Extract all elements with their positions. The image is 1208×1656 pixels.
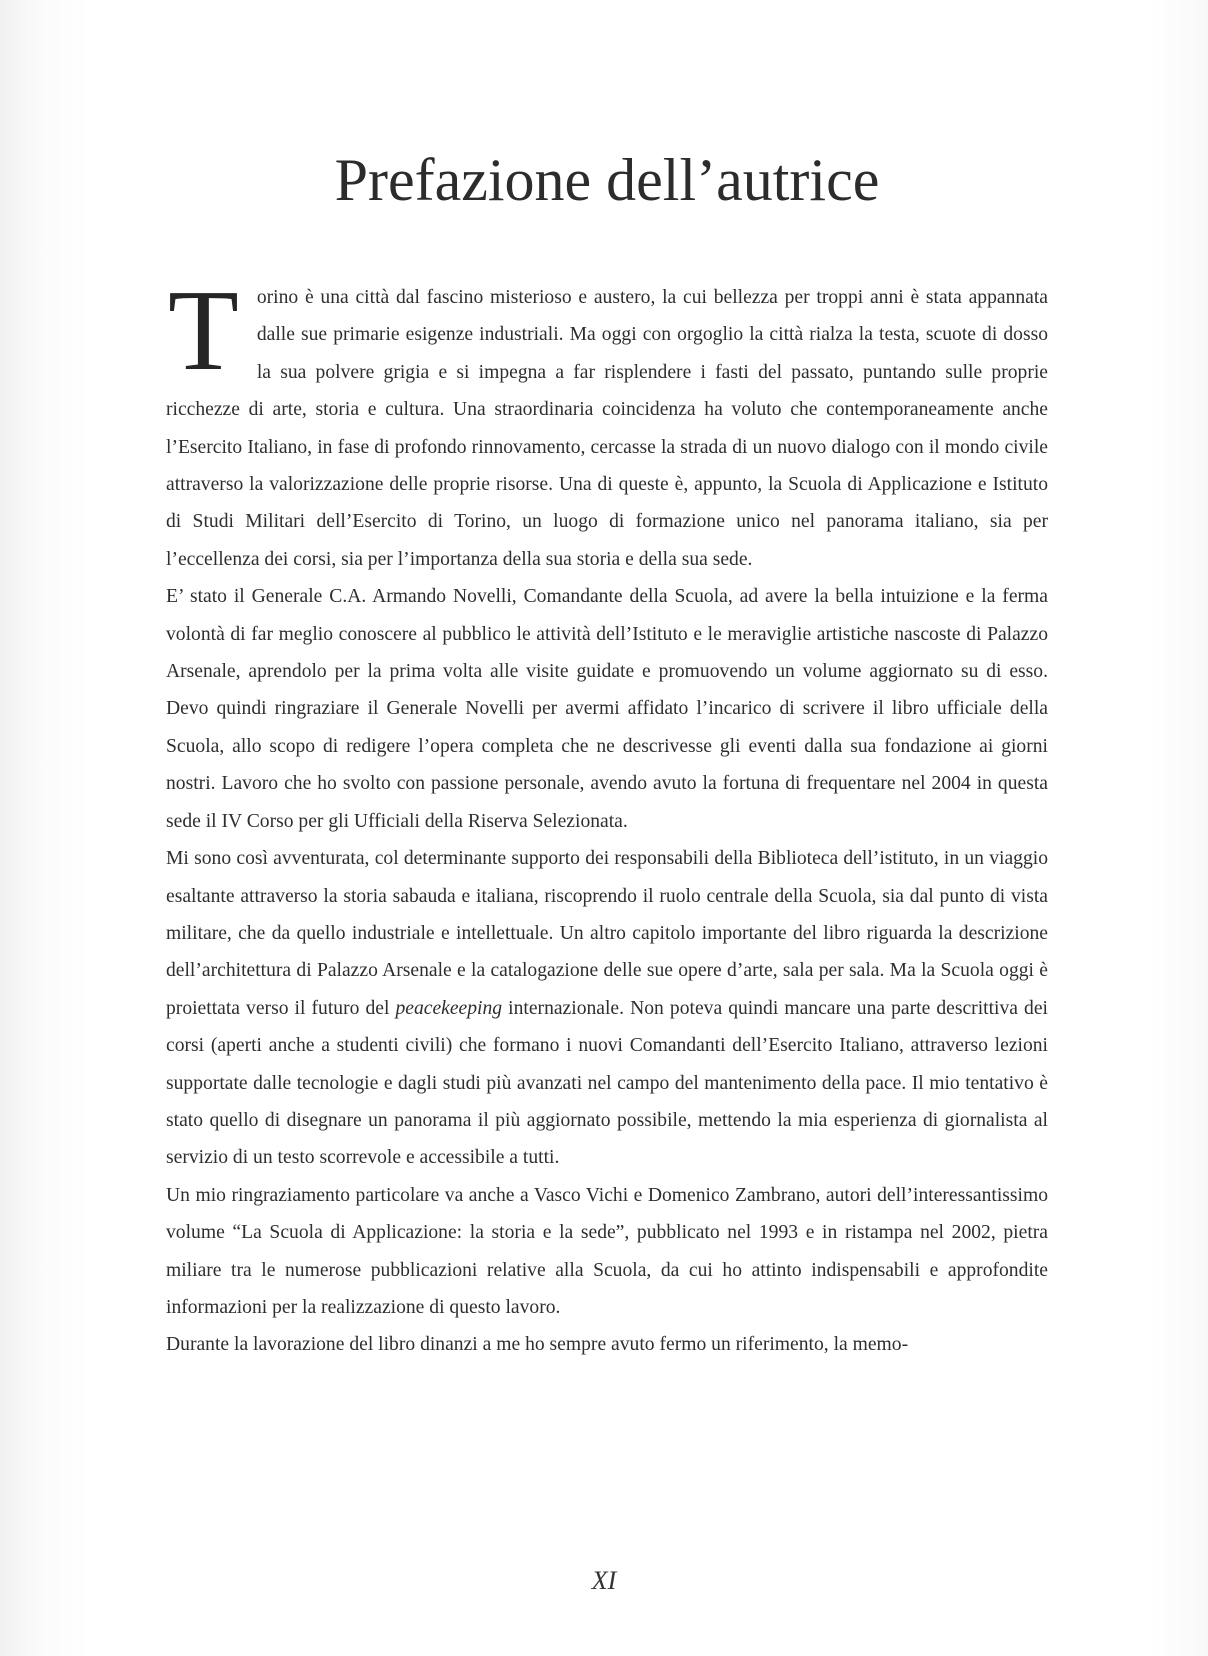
- paragraph-3: [166, 840, 1048, 1177]
- paragraph-3-text-after: internazionale. Non poteva quindi mancare una parte descrittiva dei corsi (aperti anche a studenti civili) che formano i nuovi Comandanti dell’Esercito Italiano, attraverso lezioni supportate dalle tecnologie e dagli studi più avanzati nel campo del mantenimento della pace. Il mio tentativo è stato quello di disegnare un panorama il più aggiornato possibile, mettendo la mia esperienza di giornalista al servizio di un testo scorrevole e accessibile a tutti.: [166, 997, 1048, 1169]
- paragraph-5: Durante la lavorazione del libro dinanzi a me ho sempre avuto fermo un riferimento, la memo-: [166, 1334, 909, 1356]
- body-text: [166, 267, 1048, 1364]
- paragraph-2: E’ stato il Generale C.A. Armando Novelli, Comandante della Scuola, ad avere la bella intuizione e la ferma volontà di far meglio conoscere al pubblico le attività dell’Istituto e le meraviglie artistiche nascoste di Palazzo Arsenale, aprendolo per la prima volta alle visite guidate e promuovendo un volume aggiornato su di esso. Devo quindi ringraziare il Generale Novelli per avermi affidato l’incarico di scrivere il libro ufficiale della Scuola, allo scopo di redigere l’opera completa che ne descrivesse gli eventi dalla sua fondazione ai giorni nostri. Lavoro che ho svolto con passione personale, avendo avuto la fortuna di frequentare nel 2004 in questa sede il IV Corso per gli Ufficiali della Riserva Selezionata.: [166, 586, 1048, 832]
- paragraph-3-text-before: Mi sono così avventurata, col determinante supporto dei responsabili della Biblioteca dell’istituto, in un viaggio esaltante attraverso la storia sabauda e italiana, riscoprendo il ruolo centrale della Scuola, sia dal punto di vista militare, che da quello industriale e intellettuale. Un altro capitolo importante del libro riguarda la descrizione dell’architettura di Palazzo Arsenale e la catalogazione delle sue opere d’arte, sala per sala. Ma la Scuola oggi è proiettata verso il futuro del: [166, 848, 1048, 1019]
- paragraph-4: Un mio ringraziamento particolare va anche a Vasco Vichi e Domenico Zambrano, autori dell’interessantissimo volume “La Scuola di Applicazione: la storia e la sede”, pubblicato nel 1993 e in ristampa nel 2002, pietra miliare tra le numerose pubblicazioni relative alla Scuola, da cui ho attinto indispensabili e approfondite informazioni per la realizzazione di questo lavoro.: [166, 1184, 1048, 1318]
- paragraph-3-italic-term: peacekeeping: [395, 997, 503, 1019]
- paragraph-1-text: orino è una città dal fascino misterioso e austero, la cui bellezza per troppi anni è stata appannata dalle sue primarie esigenze industriali. Ma oggi con orgoglio la città rialza la testa, scuote di dosso la sua polvere grigia e si impegna a far risplendere i fasti del passato, puntando sulle proprie ricchezze di arte, storia e cultura. Una straordinaria coincidenza ha voluto che contemporaneamente anche l’Esercito Italiano, in fase di profondo rinnovamento, cercasse la strada di un nuovo dialogo con il mondo civile attraverso la valorizzazione delle proprie risorse. Una di queste è, appunto, la Scuola di Applicazione e Istituto di Studi Militari dell’Esercito di Torino, un luogo di formazione unico nel panorama italiano, sia per l’eccellenza dei corsi, sia per l’importanza della sua storia e della sua sede.: [166, 287, 1048, 570]
- page-title: Prefazione dell’autrice: [334, 147, 880, 213]
- paragraph-1: [166, 267, 1048, 578]
- page-number: XI: [591, 1566, 617, 1595]
- drop-cap: T: [168, 267, 239, 395]
